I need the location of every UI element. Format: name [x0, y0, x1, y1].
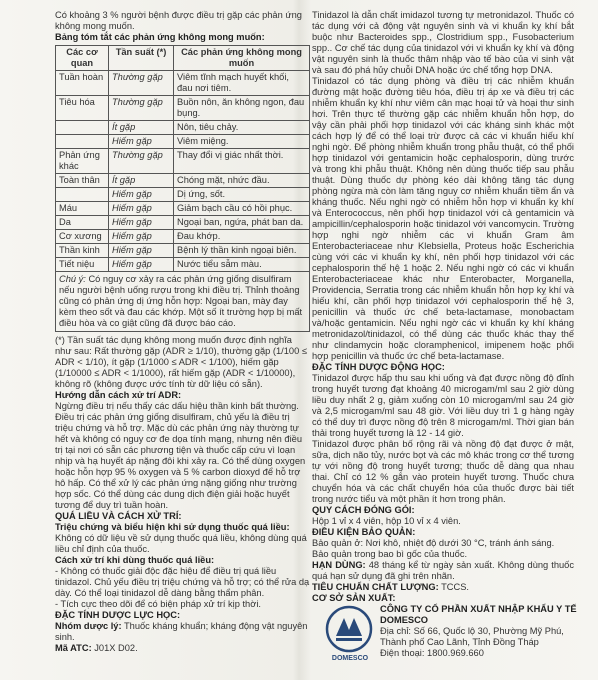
cell-organ: [56, 188, 109, 202]
packaging-title: QUY CÁCH ĐÓNG GÓI:: [312, 505, 415, 515]
adr-handling-1: Ngừng điều trị nếu thấy các dấu hiệu thần kinh bất thường.: [55, 401, 299, 411]
pk-absorption-paragraph: Tinidazol được hấp thu sau khi uống và đạt được nồng độ đỉnh trong huyết tương đạt khoảng 40 microgam/ml sau 2 giờ dùng liều duy nhất 2 g, giảm xuống còn 10 microgam/ml sau 24 giờ và 2,5 microgam/ml sau 48 giờ. Với liều duy trì 1 g hàng ngày có thể duy trì được nồng độ trên 8 microgam/ml. Thời gian bán thải trong huyết tương là 12 - 14 giờ.: [312, 373, 574, 438]
table-row: [56, 258, 310, 272]
adr-handling-2: Điều trị các phản ứng giống disulfiram, chủ yếu là điều trị triệu chứng và hỗ trợ. Mặc dù các phản ứng này thường tự hết và không có nguy cơ đe dọa tính mạng, nhưng nên điều trị tại nơi có sẵn các phương tiện và thuốc cấp cứu vì loạn nhịp và hạ huyết áp nặng đôi khi xảy ra. Có thể dùng oxygen hoặc hỗn hợp 95 % oxygen và 5 % carbon dioxyd để hỗ trợ hô hấp. Có thể xử lý các phản ứng nặng giống như trường hợp sốc. Có thể dùng các dung dịch điện giải hoặc huyết tương để duy trì tuần hoàn.: [55, 412, 306, 510]
expiry-text: [312, 560, 574, 582]
cell-organ: [56, 135, 109, 149]
cell-frequency: Hiếm gặp: [109, 244, 174, 258]
table-note: [55, 272, 310, 332]
adr-table-header: [56, 46, 310, 71]
overdose-symptom-title: Triệu chứng và biểu hiện khi sử dụng thuốc quá liều:: [55, 522, 290, 532]
company-phone: Điện thoại: 1800.969.660: [380, 648, 484, 658]
note-label: Chú ý:: [59, 274, 86, 284]
left-column: [55, 10, 310, 654]
table-row: [56, 202, 310, 216]
cell-reaction: Viêm tĩnh mạch huyết khối, đau nơi tiêm.: [174, 71, 310, 96]
table-row: [56, 216, 310, 230]
cell-organ: Tuần hoàn: [56, 71, 109, 96]
adr-table: [55, 45, 310, 272]
cell-reaction: Bệnh lý thần kinh ngoại biên.: [174, 244, 310, 258]
table-row: [56, 149, 310, 174]
cell-frequency: Hiếm gặp: [109, 258, 174, 272]
cell-reaction: Chóng mặt, nhức đầu.: [174, 174, 310, 188]
overdose-treatment-title: Cách xử trí khi dùng thuốc quá liều:: [55, 555, 215, 565]
cell-reaction: Ngoại ban, ngứa, phát ban da.: [174, 216, 310, 230]
cell-frequency: Ít gặp: [109, 174, 174, 188]
overdose-symptom-text: Không có dữ liệu về sử dụng thuốc quá liều, không dùng quá liều chỉ định của thuốc.: [55, 533, 307, 554]
quality-standard: [312, 582, 574, 593]
table-row: [56, 174, 310, 188]
cell-organ: Máu: [56, 202, 109, 216]
logo-text: DOMESCO: [331, 655, 369, 662]
adr-table-title: Bảng tóm tắt các phản ứng không mong muốn:: [55, 32, 265, 42]
cell-frequency: Hiếm gặp: [109, 230, 174, 244]
pharmacologic-group: [55, 621, 310, 643]
cell-frequency: Hiếm gặp: [109, 135, 174, 149]
storage-title: ĐIỀU KIỆN BẢO QUẢN:: [312, 527, 416, 537]
cell-reaction: Giảm bạch cầu có hồi phục.: [174, 202, 310, 216]
table-row: [56, 188, 310, 202]
company-block: [380, 604, 580, 659]
company-name-1: CÔNG TY CỔ PHẦN XUẤT NHẬP KHẨU Y TẾ: [380, 604, 577, 614]
storage-line-2: Bảo quản trong bao bì gốc của thuốc.: [312, 549, 468, 559]
atc-value: J01X D02.: [94, 643, 138, 653]
overdose-title: QUÁ LIỀU VÀ CÁCH XỬ TRÍ:: [55, 511, 182, 521]
manufacturer-title: CƠ SỞ SẢN XUẤT:: [312, 593, 396, 603]
expiry-label: HẠN DÙNG:: [312, 560, 366, 570]
cell-reaction: Dị ứng, sốt.: [174, 188, 310, 202]
company-address: Địa chỉ: Số 66, Quốc lộ 30, Phường Mỹ Phú, Thành phố Cao Lãnh, Tỉnh Đồng Tháp: [380, 626, 564, 647]
cell-organ: Toàn thân: [56, 174, 109, 188]
cell-frequency: Thường gặp: [109, 71, 174, 96]
table-row: [56, 121, 310, 135]
cell-reaction: Viêm miệng.: [174, 135, 310, 149]
table-row: [56, 230, 310, 244]
cell-frequency: Thường gặp: [109, 96, 174, 121]
table-row: [56, 135, 310, 149]
table-row: [56, 244, 310, 258]
cell-frequency: Hiếm gặp: [109, 202, 174, 216]
group-value: Thuốc kháng khuẩn; kháng động vật nguyên sinh.: [55, 621, 308, 642]
intro-text: Có khoảng 3 % người bệnh được điều trị gặp các phản ứng không mong muốn.: [55, 10, 302, 31]
table-row: [56, 71, 310, 96]
cell-organ: Tiết niệu: [56, 258, 109, 272]
cell-frequency: Hiếm gặp: [109, 188, 174, 202]
overdose-treatment-1: - Không có thuốc giải độc đặc hiệu để điều trị quá liều tinidazol. Chủ yếu điều trị triệu chứng và hỗ trợ; có thể rửa dạ dày. Có thể loại tinidazol dễ dàng bằng thẩm phân.: [55, 566, 310, 598]
cell-reaction: Thay đổi vị giác nhất thời.: [174, 149, 310, 174]
cell-reaction: Nước tiểu sẫm màu.: [174, 258, 310, 272]
cell-organ: Cơ xương: [56, 230, 109, 244]
cell-organ: Da: [56, 216, 109, 230]
atc-label: Mã ATC:: [55, 643, 92, 653]
storage-line-1: Bảo quản ở: Nơi khô, nhiệt độ dưới 30 °C, tránh ánh sáng.: [312, 538, 555, 548]
group-label: Nhóm dược lý:: [55, 621, 122, 631]
indication-paragraph: Tinidazol có tác dụng phòng và điều trị các nhiễm khuẩn đường mật hoặc đường tiêu hóa, điều trị áp xe và điều trị các nhiễm khuẩn kỵ khí như viêm cân mạc hoại tử và hoại thư sinh hơi. Trên thực tế thường gặp các nhiễm khuẩn hỗn hợp, do vậy cần phải phối hợp tinidazol với các kháng sinh khác một cách hợp lý để có thể loại trừ được cả các vi khuẩn hiếu khí nghi ngờ. Để phòng nhiễm khuẩn trong phẫu thuật, có thể phối hợp tinidazol với gentamicin hoặc cephalosporin, dùng trước và trong khi phẫu thuật. Không nên dùng thuốc tiếp sau phẫu thuật. Dùng thuốc dự phòng kéo dài không tăng tác dụng phòng ngừa mà còn làm tăng nguy cơ nhiễm khuẩn tiềm ẩn và kháng thuốc. Nếu nghi ngờ có nhiễm hỗn hợp vi khuẩn kỵ khí và Enterococcus, nên phối hợp tinidazol với cả gentamicin và ampicillin/cephalosporin hoặc tinidazol với vancomycin. Trường hợp nghi ngờ nhiễm các vi khuẩn Gram âm Enterobacteriaceae như Klebsiella, Proteus hoặc Escherichia cùng với các vi khuẩn kỵ khí, nên phối hợp tinidazol với các cephalosporin thế hệ 1 hoặc 2. Nếu nghi ngờ có các vi khuẩn Enterobacteriaceae khác như Enterobacter, Morganella, Providencia, Serratia trong các nhiễm khuẩn hỗn hợp kỵ khí và hiếu khí, cần phối hợp tinidazol với cephalosporin thế hệ 3, penicillin và thuốc ức chế beta-lactamase, monobactam và/hoặc gentamicin. Nếu nghi ngờ các vi khuẩn kỵ khí kháng metronidazol/tinidazol, có thể dùng các thuốc khác thay thế như clindamycin hoặc cloramphenicol, imipenem hoặc phối hợp penicillin và thuốc ức chế beta-lactamase.: [312, 76, 574, 361]
pharmacokinetics-title: ĐẶC TÍNH DƯỢC ĐỘNG HỌC:: [312, 362, 445, 372]
cell-organ: Tiêu hóa: [56, 96, 109, 121]
cell-frequency: Ít gặp: [109, 121, 174, 135]
header-reactions: Các phản ứng không mong muốn: [174, 46, 310, 71]
pk-distribution-paragraph: Tinidazol được phân bố rộng rãi và nồng độ đạt được ở mật, sữa, dịch não tủy, nước bọt và các mô khác trong cơ thể tương tự với nồng độ trong huyết tương; thuốc dễ dàng qua nhau thai. Chỉ có 12 % gắn vào protein huyết tương. Thuốc chưa chuyển hóa và các chất chuyển hóa của thuốc được bài tiết trong nước tiểu và một phần ít hơn trong phân.: [312, 439, 574, 504]
cell-organ: Phản ứng khác: [56, 149, 109, 174]
domesco-logo-icon: [324, 604, 374, 654]
header-frequency: Tần suất (*): [109, 46, 174, 71]
cell-organ: [56, 121, 109, 135]
cell-reaction: Buồn nôn, ăn không ngon, đau bụng.: [174, 96, 310, 121]
pharmacodynamics-title: ĐẶC TÍNH DƯỢC LỰC HỌC:: [55, 610, 181, 620]
cell-reaction: Nôn, tiêu chảy.: [174, 121, 310, 135]
packaging-text: Hộp 1 vỉ x 4 viên, hộp 10 vỉ x 4 viên.: [312, 516, 461, 526]
cell-frequency: Thường gặp: [109, 149, 174, 174]
overdose-treatment-2: - Tích cực theo dõi để có biện pháp xử trí kịp thời.: [55, 599, 261, 609]
table-row: [56, 96, 310, 121]
standard-value: TCCS.: [441, 582, 470, 592]
note-text: Có nguy cơ xảy ra các phản ứng giống disulfiram nếu người bệnh uống rượu trong khi điều trị. Thỉnh thoảng cũng có phản ứng dị ứng hỗn hợp: Ngoại ban, mày đay kèm theo sốt và đau các khớp. Một số ít trường hợp bị mất điều hòa và co giật cũng đã được báo cáo.: [59, 274, 303, 328]
cell-organ: Thần kinh: [56, 244, 109, 258]
standard-label: TIÊU CHUẨN CHẤT LƯỢNG:: [312, 582, 439, 592]
frequency-definition: (*) Tần suất tác dụng không mong muốn được định nghĩa như sau: Rất thường gặp (ADR ≥ 1/10), thường gặp (1/100 ≤ ADR < 1/10), ít gặp (1/1000 ≤ ADR < 1/100), hiếm gặp (1/10000 ≤ ADR < 1/1000), rất hiếm gặp (ADR < 1/10000), không rõ (không được ước tính từ dữ liệu có sẵn).: [55, 335, 307, 389]
cell-frequency: Hiếm gặp: [109, 216, 174, 230]
adr-handling-title: Hướng dẫn cách xử trí ADR:: [55, 390, 182, 400]
cell-reaction: Đau khớp.: [174, 230, 310, 244]
company-name-2: DOMESCO: [380, 615, 429, 625]
atc-code: [55, 643, 310, 654]
header-organ: Các cơ quan: [56, 46, 109, 71]
right-column: [312, 10, 574, 604]
expiry-value: 48 tháng kể từ ngày sản xuất. Không dùng thuốc quá hạn sử dụng đã ghi trên nhãn.: [312, 560, 575, 581]
mechanism-paragraph: Tinidazol là dẫn chất imidazol tương tự metronidazol. Thuốc có tác dụng với cả động vật nguyên sinh và vi khuẩn kỵ khí bắt buộc như Bacteroides spp., Clostridium spp., Fusobacterium spp.. Cơ chế tác dụng của tinidazol với vi khuẩn kỵ khí và động vật nguyên sinh là thuốc thâm nhập vào tế bào của vi sinh vật và sau đó phá hủy chuỗi DNA hoặc ức chế tổng hợp DNA.: [312, 10, 574, 75]
